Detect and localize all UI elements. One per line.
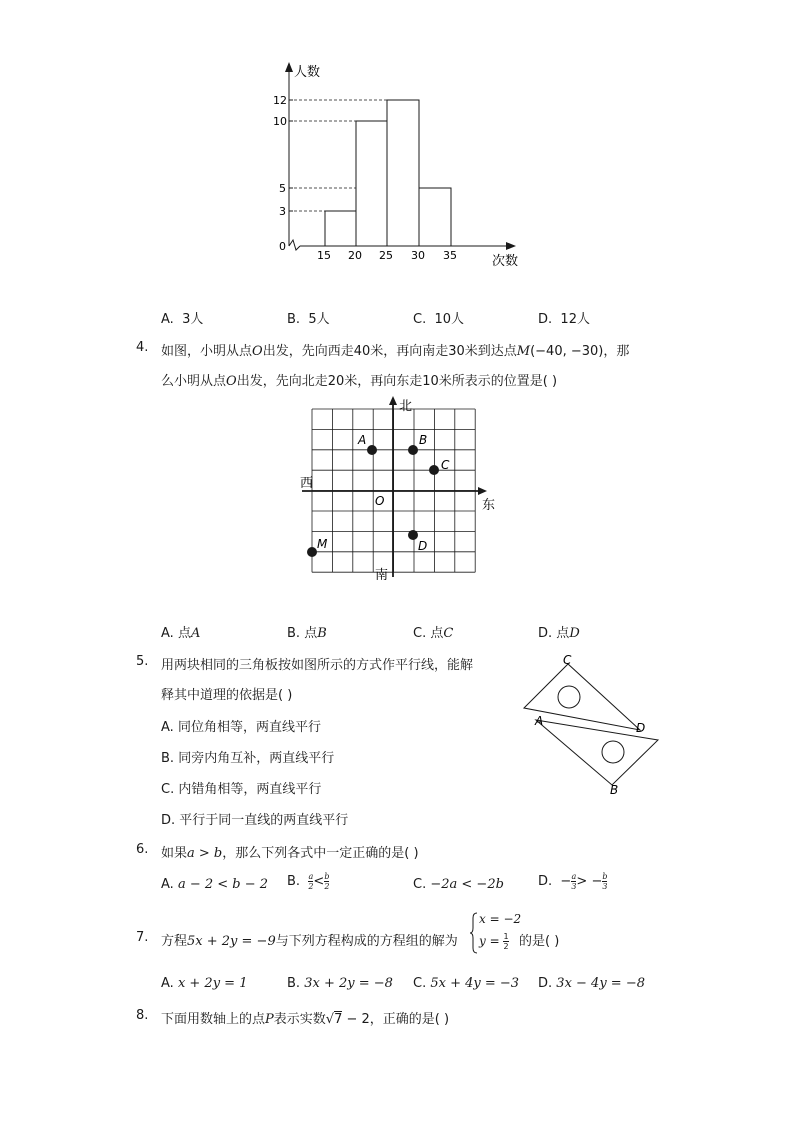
east-label: 东 — [482, 498, 496, 513]
q6-option-c[interactable]: C. −2a < −2b — [413, 877, 504, 892]
q6-option-b[interactable]: B. $\frac{a}{2}$ < $\frac{b}{2}$ — [287, 872, 330, 891]
system-y: y = $\frac{1}{2}$ — [479, 932, 509, 951]
west-label: 西 — [300, 476, 314, 491]
q8-number: 8. — [136, 1008, 149, 1023]
south-label: 南 — [375, 568, 389, 583]
x-tick-35: 35 — [443, 249, 457, 262]
point-c — [429, 465, 439, 475]
point-d — [408, 530, 418, 540]
q5-stem-line2: 释其中道理的依据是( ) — [161, 688, 293, 703]
q4-number: 4. — [136, 340, 149, 355]
q7-stem-end: 的是( ) — [519, 934, 560, 949]
q4-option-a[interactable]: A. 点A — [161, 626, 201, 641]
q8-stem: 下面用数轴上的点P表示实数√7 − 2，正确的是( ) — [161, 1012, 450, 1027]
q5-option-b[interactable]: B. 同旁内角互补，两直线平行 — [161, 751, 335, 766]
y-axis-label: 人数 — [294, 65, 321, 80]
y-tick-10: 10 — [273, 115, 287, 128]
point-a-label: A — [358, 433, 367, 447]
system-brace — [470, 912, 478, 954]
q3-option-d-text: 12人 — [560, 312, 590, 327]
q4-grid-figure — [298, 395, 498, 585]
system-x: x = −2 — [479, 912, 522, 926]
q4-option-c[interactable]: C. 点C — [413, 626, 454, 641]
q6-option-a[interactable]: A. a − 2 < b − 2 — [161, 877, 269, 892]
q5-option-c[interactable]: C. 内错角相等，两直线平行 — [161, 782, 322, 797]
q3-option-a[interactable]: A. 3人 — [161, 312, 204, 327]
point-b — [408, 445, 418, 455]
x-tick-25: 25 — [379, 249, 393, 262]
sqrt-symbol: √ — [325, 1012, 335, 1027]
q3-option-a-text: 3人 — [182, 312, 204, 327]
y-tick-5: 5 — [279, 182, 286, 195]
x-axis-arrow — [506, 242, 516, 250]
y-tick-12: 12 — [273, 94, 287, 107]
q5-option-d[interactable]: D. 平行于同一直线的两直线平行 — [161, 813, 349, 828]
q7-option-b[interactable]: B. 3x + 2y = −8 — [287, 976, 393, 991]
fraction-b-over-3: $\frac{b}{3}$ — [602, 872, 608, 891]
q7-option-d[interactable]: D. 3x − 4y = −8 — [538, 976, 645, 991]
y-axis-arrow — [285, 62, 293, 72]
q6-stem: 如果a > b，那么下列各式中一定正确的是( ) — [161, 846, 419, 861]
q3-option-c[interactable]: C. 10人 — [413, 312, 465, 327]
q3-option-b-text: 5人 — [308, 312, 330, 327]
point-m — [307, 547, 317, 557]
q5-number: 5. — [136, 654, 149, 669]
q7-option-a[interactable]: A. x + 2y = 1 — [161, 976, 248, 991]
q3-option-b[interactable]: B. 5人 — [287, 312, 330, 327]
triangle-upper-hole — [558, 686, 580, 708]
east-arrow — [478, 487, 487, 495]
fraction-a-over-2: $\frac{a}{2}$ — [308, 872, 314, 891]
x-axis-label: 次数 — [492, 254, 519, 269]
x-tick-30: 30 — [411, 249, 425, 262]
bar-15-20 — [325, 211, 356, 246]
q7-stem: 方程5x + 2y = −9与下列方程构成的方程组的解为 — [161, 934, 458, 949]
point-m-label: M — [317, 537, 328, 551]
triangle-lower-hole — [602, 741, 624, 763]
q7-number: 7. — [136, 930, 149, 945]
q4-stem-line2: 么小明从点O出发，先向北走20米，再向东走10米所表示的位置是( ) — [161, 374, 558, 389]
label-a: A — [535, 714, 544, 728]
q4-option-d[interactable]: D. 点D — [538, 626, 580, 641]
north-arrow — [389, 396, 397, 405]
q5-triangles-figure — [518, 650, 668, 800]
point-d-label: D — [418, 539, 428, 553]
q4-option-b[interactable]: B. 点B — [287, 626, 327, 641]
radicand: 7 — [334, 1012, 343, 1027]
q7-option-c[interactable]: C. 5x + 4y = −3 — [413, 976, 520, 991]
x-tick-20: 20 — [348, 249, 362, 262]
y-tick-0: 0 — [279, 240, 286, 253]
q3-option-d[interactable]: D. 12人 — [538, 312, 590, 327]
q6-option-d[interactable]: D. − $\frac{a}{3}$ > − $\frac{b}{3}$ — [538, 872, 608, 891]
bar-30-35 — [419, 188, 451, 246]
label-d: D — [636, 721, 646, 735]
histogram-figure — [270, 60, 530, 275]
north-label: 北 — [399, 399, 413, 414]
origin-label: O — [375, 494, 385, 508]
q4-stem-line1: 如图，小明从点O出发，先向西走40米，再向南走30米到达点M(−40, −30)，那 — [161, 344, 630, 359]
y-tick-3: 3 — [279, 205, 286, 218]
point-a — [367, 445, 377, 455]
point-c-label: C — [441, 458, 450, 472]
q6-number: 6. — [136, 842, 149, 857]
fraction-a-over-3: $\frac{a}{3}$ — [571, 872, 577, 891]
label-b: B — [610, 783, 619, 797]
point-b-label: B — [419, 433, 428, 447]
label-c: C — [563, 653, 572, 667]
x-tick-15: 15 — [317, 249, 331, 262]
q5-stem-line1: 用两块相同的三角板按如图所示的方式作平行线，能解 — [161, 658, 474, 673]
q5-option-a[interactable]: A. 同位角相等，两直线平行 — [161, 720, 321, 735]
axis-break — [289, 240, 300, 250]
q3-option-c-text: 10人 — [434, 312, 465, 327]
bar-25-30 — [387, 100, 419, 246]
bar-20-25 — [356, 121, 387, 246]
fraction-b-over-2: $\frac{b}{2}$ — [324, 872, 330, 891]
